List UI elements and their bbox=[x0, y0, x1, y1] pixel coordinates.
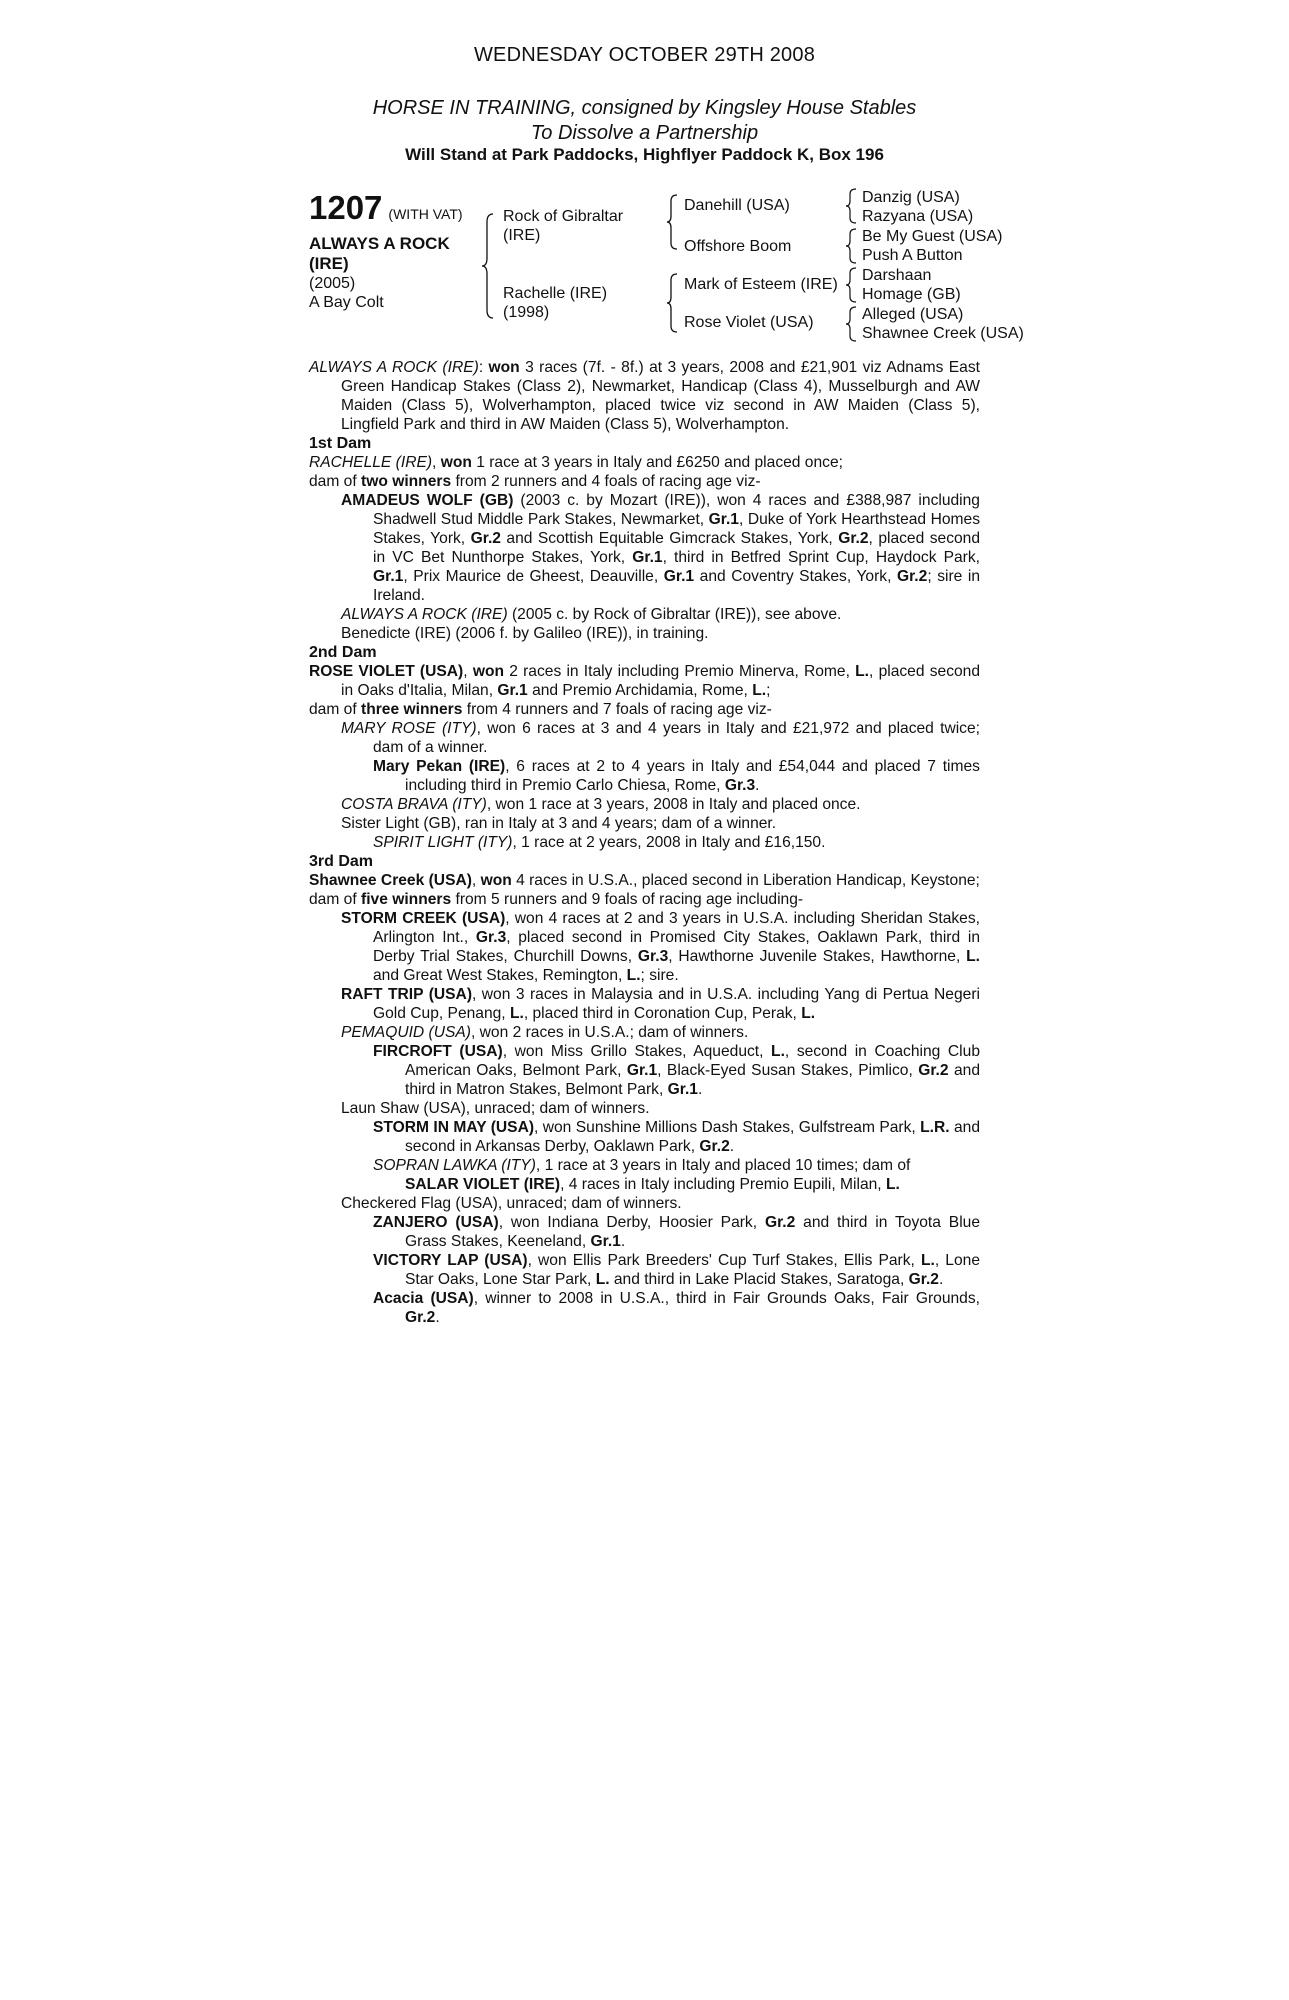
pedigree-ggd-4: Shawnee Creek (USA) bbox=[862, 325, 1024, 342]
consignment-info bbox=[0, 96, 1289, 146]
lot-number-line bbox=[309, 190, 469, 232]
produce-entry: Acacia (USA), winner to 2008 in U.S.A., third in Fair Grounds Oaks, Fair Grounds, Gr.2. bbox=[373, 1290, 980, 1326]
pedigree-brace-g2 bbox=[844, 227, 858, 265]
produce-entry: AMADEUS WOLF (GB) (2003 c. by Mozart (IRE)), won 4 races and £388,987 including Shadwell Stud Middle Park Stakes, Newmarket, Gr.1, Duke of York Hearthstead Homes Stakes, York, Gr.2 and Scottish Equitable Gimcrack Stakes, York, Gr.2, placed second in VC Bet Nunthorpe Stakes, York, Gr.1, third in Betfred Sprint Cup, Haydock Park, Gr.1, Prix Maurice de Gheest, Deauville, Gr.1 and Coventry Stakes, York, Gr.2; sire in Ireland. bbox=[341, 492, 981, 604]
produce-entry: Checkered Flag (USA), unraced; dam of winners. bbox=[341, 1195, 682, 1212]
produce-entry: ZANJERO (USA), won Indiana Derby, Hoosier Park, Gr.2 and third in Toyota Blue Grass Stakes, Keeneland, Gr.1. bbox=[373, 1214, 980, 1250]
stand-location: Will Stand at Park Paddocks, Highflyer Paddock K, Box 196 bbox=[405, 145, 884, 164]
consignor-line: HORSE IN TRAINING, consigned by Kingsley House Stables bbox=[372, 97, 917, 119]
pedigree-ggd-3: Homage (GB) bbox=[862, 286, 961, 303]
horse-description: A Bay Colt bbox=[309, 294, 384, 311]
pedigree-brace-g4 bbox=[844, 305, 858, 343]
produce-entry: SPIRIT LIGHT (ITY), 1 race at 2 years, 2008 in Italy and £16,150. bbox=[373, 834, 826, 851]
produce-entry: STORM IN MAY (USA), won Sunshine Millions Dash Stakes, Gulfstream Park, L.R. and second in Arkansas Derby, Oaklawn Park, Gr.2. bbox=[373, 1119, 980, 1155]
partnership-line: To Dissolve a Partnership bbox=[530, 122, 759, 144]
sale-date: WEDNESDAY OCTOBER 29TH 2008 bbox=[473, 44, 816, 66]
catalogue-body bbox=[309, 358, 980, 1327]
pedigree-brace-g3 bbox=[844, 266, 858, 304]
horse-name: ALWAYS A ROCK (IRE) bbox=[309, 234, 450, 273]
pedigree-ggd-1: Razyana (USA) bbox=[862, 208, 974, 225]
pedigree-ggs-4: Alleged (USA) bbox=[862, 306, 964, 323]
pedigree-dam-sire: Mark of Esteem (IRE) bbox=[684, 276, 838, 293]
produce-entry: Benedicte (IRE) (2006 f. by Galileo (IRE)), in training. bbox=[341, 625, 709, 642]
produce-entry: STORM CREEK (USA), won 4 races at 2 and 3 years in U.S.A. including Sheridan Stakes, Arlington Int., Gr.3, placed second in Promised City Stakes, Oaklawn Park, third in Derby Trial Stakes, Churchill Downs, Gr.3, Hawthorne Juvenile Stakes, Hawthorne, L. and Great West Stakes, Remington, L.; sire. bbox=[341, 910, 980, 984]
vat-label: (WITH VAT) bbox=[388, 206, 463, 222]
second-dam-record: ROSE VIOLET (USA), won 2 races in Italy including Premio Minerva, Rome, L., placed second in Oaks d'Italia, Milan, Gr.1 and Premio Archidamia, Rome, L.; bbox=[309, 663, 981, 699]
pedigree-sire: Rock of Gibraltar (IRE) bbox=[503, 208, 624, 244]
pedigree-sire-sire: Danehill (USA) bbox=[684, 197, 790, 214]
produce-entry: VICTORY LAP (USA), won Ellis Park Breeders' Cup Turf Stakes, Ellis Park, L., Lone Star Oaks, Lone Star Park, L. and third in Lake Placid Stakes, Saratoga, Gr.2. bbox=[373, 1252, 980, 1288]
first-dam-produce-summary: dam of two winners from 2 runners and 4 foals of racing age viz- bbox=[309, 473, 761, 490]
foaling-year: (2005) bbox=[309, 275, 356, 292]
produce-entry: Laun Shaw (USA), unraced; dam of winners. bbox=[341, 1100, 650, 1117]
race-summary: ALWAYS A ROCK (IRE): won 3 races (7f. - 8f.) at 3 years, 2008 and £21,901 viz Adnams East Green Handicap Stakes (Class 2), Newmarket, Handicap (Class 4), Musselburgh and AW Maiden (Class 5), Wolverhampton, placed twice viz second in AW Maiden (Class 5), Lingfield Park and third in AW Maiden (Class 5), Wolverhampton. bbox=[309, 359, 980, 433]
pedigree-sire-dam: Offshore Boom bbox=[684, 238, 792, 255]
pedigree-brace-g1 bbox=[844, 187, 858, 225]
produce-entry: COSTA BRAVA (ITY), won 1 race at 3 years, 2008 in Italy and placed once. bbox=[341, 796, 861, 813]
produce-entry: Sister Light (GB), ran in Italy at 3 and 4 years; dam of a winner. bbox=[341, 815, 777, 832]
lot-number: 1207 bbox=[309, 189, 383, 226]
pedigree-brace-sire bbox=[665, 193, 679, 251]
produce-entry: SOPRAN LAWKA (ITY), 1 race at 3 years in Italy and placed 10 times; dam of bbox=[373, 1157, 911, 1174]
produce-entry: Mary Pekan (IRE), 6 races at 2 to 4 years in Italy and £54,044 and placed 7 times including third in Premio Carlo Chiesa, Rome, Gr.3. bbox=[373, 758, 980, 794]
produce-entry: SALAR VIOLET (IRE), 4 races in Italy including Premio Eupili, Milan, L. bbox=[405, 1176, 900, 1193]
first-dam-record: RACHELLE (IRE), won 1 race at 3 years in Italy and £6250 and placed once; bbox=[309, 454, 843, 471]
produce-entry: ALWAYS A ROCK (IRE) (2005 c. by Rock of Gibraltar (IRE)), see above. bbox=[341, 606, 842, 623]
third-dam-heading: 3rd Dam bbox=[309, 853, 374, 870]
pedigree-brace-main bbox=[480, 212, 496, 320]
pedigree-ggs-3: Darshaan bbox=[862, 267, 932, 284]
second-dam-produce-summary: dam of three winners from 4 runners and 7 foals of racing age viz- bbox=[309, 701, 772, 718]
pedigree-ggs-1: Danzig (USA) bbox=[862, 189, 960, 206]
first-dam-heading: 1st Dam bbox=[309, 435, 372, 452]
second-dam-heading: 2nd Dam bbox=[309, 644, 377, 661]
lot-header bbox=[309, 190, 469, 312]
produce-entry: RAFT TRIP (USA), won 3 races in Malaysia and in U.S.A. including Yang di Pertua Negeri Gold Cup, Penang, L., placed third in Coronation Cup, Perak, L. bbox=[341, 986, 980, 1022]
pedigree-ggs-2: Be My Guest (USA) bbox=[862, 228, 1003, 245]
pedigree-dam: Rachelle (IRE) (1998) bbox=[503, 285, 608, 321]
produce-entry: FIRCROFT (USA), won Miss Grillo Stakes, Aqueduct, L., second in Coaching Club American Oaks, Belmont Park, Gr.1, Black-Eyed Susan Stakes, Pimlico, Gr.2 and third in Matron Stakes, Belmont Park, Gr.1. bbox=[373, 1043, 980, 1098]
third-dam-record: Shawnee Creek (USA), won 4 races in U.S.A., placed second in Liberation Handicap, Keystone; bbox=[309, 872, 980, 889]
third-dam-produce-summary: dam of five winners from 5 runners and 9 foals of racing age including- bbox=[309, 891, 804, 908]
produce-entry: MARY ROSE (ITY), won 6 races at 3 and 4 years in Italy and £21,972 and placed twice; dam of a winner. bbox=[341, 720, 980, 756]
produce-entry: PEMAQUID (USA), won 2 races in U.S.A.; dam of winners. bbox=[341, 1024, 749, 1041]
pedigree-ggd-2: Push A Button bbox=[862, 247, 963, 264]
pedigree-brace-dam bbox=[665, 272, 679, 334]
pedigree-dam-dam: Rose Violet (USA) bbox=[684, 314, 814, 331]
